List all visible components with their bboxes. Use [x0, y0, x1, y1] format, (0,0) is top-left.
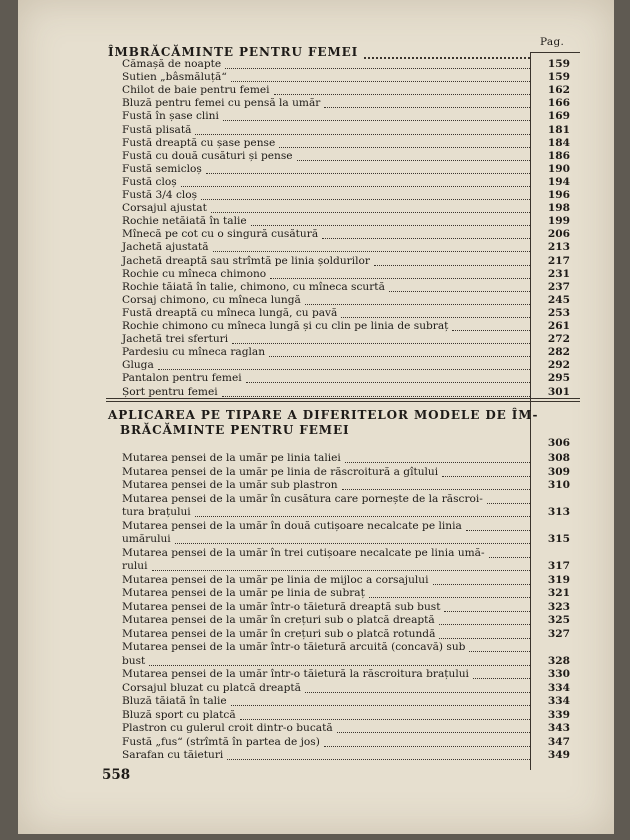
toc-entry-page: 317 — [547, 560, 570, 572]
toc-leader-dots — [149, 664, 530, 666]
toc-leader-dots — [439, 637, 530, 639]
toc-entry-page: 315 — [547, 533, 570, 545]
toc-leader-dots — [433, 583, 530, 585]
toc-entry-page: 310 — [547, 479, 570, 491]
toc-entry-page: 323 — [547, 600, 570, 613]
toc-leader-dots — [158, 368, 530, 370]
toc-leader-dots — [489, 556, 530, 558]
toc-entry-page: 198 — [547, 202, 570, 215]
toc-entry-label: Gluga — [122, 359, 154, 372]
toc-entry-label: Corsaj chimono, cu mîneca lungă — [122, 293, 301, 306]
toc-entry-label: rului — [122, 560, 148, 572]
toc-entry — [18, 668, 614, 681]
toc-entry — [18, 655, 614, 668]
toc-entry — [18, 736, 614, 749]
toc-entry — [18, 695, 614, 708]
toc-entry — [18, 628, 614, 641]
toc-leader-dots — [211, 211, 530, 213]
toc-entry-page: 325 — [547, 614, 570, 626]
toc-entry-label: Mutarea pensei de la umăr într-o tăietură dreaptă sub bust — [122, 600, 441, 613]
toc-leader-dots — [231, 704, 530, 706]
toc-entry-label: Fustă plisată — [122, 123, 192, 136]
toc-entry-page: 319 — [547, 573, 570, 586]
toc-leader-dots — [251, 224, 530, 226]
toc-entry-label: Șort pentru femei — [122, 385, 218, 398]
toc-entry — [18, 255, 614, 268]
toc-entry-page: 194 — [547, 175, 570, 188]
toc-leader-dots — [473, 677, 530, 679]
toc-entry-page: 330 — [547, 668, 570, 680]
section-title-2-line2: BRĂCĂMINTE PENTRU FEMEI — [120, 423, 350, 437]
toc-leader-dots — [175, 542, 530, 544]
toc-entry-label: Mutarea pensei de la umăr în trei cutișoare necalcate pe linia umă- — [122, 546, 485, 559]
toc-entry-page: 282 — [547, 346, 570, 359]
toc-entry-page: 272 — [547, 333, 570, 346]
toc-leader-dots — [297, 159, 530, 161]
section-title-2-line1: APLICAREA PE TIPARE A DIFERITELOR MODELE DE ÎM- — [108, 408, 539, 422]
toc-entry-page: 186 — [547, 149, 570, 162]
toc-entry — [18, 386, 614, 399]
toc-entry-page: 334 — [547, 695, 570, 707]
toc-entry — [18, 560, 614, 573]
toc-leader-dots — [240, 718, 530, 720]
toc-entry — [18, 215, 614, 228]
toc-entry-page: 217 — [547, 254, 570, 267]
section-title-1: ÎMBRĂCĂMINTE PENTRU FEMEI — [108, 45, 359, 59]
toc-entry-label: Bluză tăiată în talie — [122, 695, 227, 707]
toc-entry — [18, 124, 614, 137]
toc-entry — [18, 479, 614, 492]
toc-entry-label: Jachetă trei sferturi — [122, 333, 229, 346]
toc-entry-page: 261 — [547, 320, 570, 332]
pag-column-label: Pag. — [540, 36, 565, 48]
toc-entry-page: 347 — [547, 735, 570, 748]
toc-entry-label: umărului — [122, 533, 171, 545]
toc-leader-dots — [342, 488, 530, 490]
toc-entry-page: 295 — [547, 372, 570, 385]
toc-entry-label: Mutarea pensei de la umăr sub plastron — [122, 479, 338, 491]
toc-leader-dots — [181, 185, 530, 187]
toc-entry-page: 162 — [547, 84, 570, 97]
toc-leader-dots — [324, 106, 530, 108]
toc-entry-page: 231 — [547, 267, 570, 280]
toc-entry-page: 313 — [547, 506, 570, 518]
toc-entry-page: 301 — [547, 385, 570, 398]
toc-entry-page: 213 — [547, 241, 570, 254]
toc-leader-dots — [279, 146, 530, 148]
toc-leader-dots — [231, 80, 530, 82]
toc-entry — [18, 722, 614, 735]
toc-entry-label: Fustă cu două cusături și pense — [122, 149, 293, 162]
toc-entry-page: 245 — [547, 293, 570, 306]
toc-entry-page: 199 — [547, 215, 570, 228]
toc-entry — [18, 547, 614, 560]
toc-leader-dots — [322, 237, 530, 239]
section-divider-top — [106, 398, 580, 399]
toc-entry-label: tura brațului — [122, 506, 191, 518]
toc-entry — [18, 682, 614, 695]
toc-leader-dots — [469, 650, 530, 652]
toc-entry — [18, 241, 614, 254]
toc-leader-dots — [374, 264, 530, 266]
toc-entry-label: Mutarea pensei de la umăr pe linia de răscroitură a gîtului — [122, 465, 439, 478]
toc-entry-page: 166 — [547, 97, 570, 110]
toc-entry-page: 169 — [547, 110, 570, 123]
toc-entry-label: Mutarea pensei de la umăr în cusătura care pornește de la răscroi- — [122, 492, 483, 505]
toc-leader-dots — [195, 133, 530, 135]
toc-entry-page: 339 — [547, 708, 570, 721]
toc-entry — [18, 110, 614, 123]
toc-entry — [18, 506, 614, 519]
toc-leader-dots — [452, 329, 530, 331]
toc-entry-page: 253 — [547, 306, 570, 319]
book-page — [18, 0, 614, 834]
section-divider-bottom — [106, 401, 580, 402]
toc-entry — [18, 58, 614, 71]
toc-entry-label: Bluză pentru femei cu pensă la umăr — [122, 97, 321, 110]
toc-entry — [18, 709, 614, 722]
toc-entry — [18, 163, 614, 176]
toc-entry-label: Pantalon pentru femei — [122, 372, 242, 385]
toc-entry — [18, 533, 614, 546]
toc-leader-dots — [439, 623, 530, 625]
toc-entry — [18, 150, 614, 163]
toc-entry-label: Mutarea pensei de la umăr în două cutișoare necalcate pe linia — [122, 519, 462, 532]
toc-leader-dots — [444, 610, 530, 612]
toc-entry-label: Fustă 3/4 cloș — [122, 189, 198, 201]
toc-entry-label: Plastron cu gulerul croit dintr-o bucată — [122, 722, 333, 734]
toc-leader-dots — [305, 691, 530, 693]
toc-entry — [18, 372, 614, 385]
pag-underline — [530, 52, 580, 53]
toc-leader-dots — [324, 745, 530, 747]
toc-entry-label: Sarafan cu tăieturi — [122, 749, 224, 761]
toc-leader-dots — [225, 67, 530, 69]
toc-entry — [18, 320, 614, 333]
toc-entry-label: Rochie netăiată în talie — [122, 215, 247, 228]
toc-entry-page: 349 — [547, 749, 570, 761]
toc-entry-label: Rochie chimono cu mîneca lungă și cu clin pe linia de subraț — [122, 320, 449, 332]
toc-entry — [18, 268, 614, 281]
toc-leader-dots — [442, 475, 530, 477]
toc-entry — [18, 294, 614, 307]
toc-entry — [18, 614, 614, 627]
toc-entry-page: 334 — [547, 681, 570, 694]
toc-leader-dots — [389, 290, 530, 292]
toc-entry-page: 184 — [547, 136, 570, 149]
toc-entry-label: Jachetă dreaptă sau strîmtă pe linia șoldurilor — [122, 254, 370, 267]
toc-entry-label: Jachetă ajustată — [122, 241, 209, 254]
toc-entry-label: Mutarea pensei de la umăr pe linia de subraț — [122, 587, 365, 599]
toc-entry-page: 159 — [547, 71, 570, 84]
toc-entry — [18, 641, 614, 654]
toc-entry-label: Mutarea pensei de la umăr pe linia taliei — [122, 452, 341, 464]
toc-entry-label: Mînecă pe cot cu o singură cusătură — [122, 228, 319, 241]
toc-entry-label: Mutarea pensei de la umăr în crețuri sub o platcă dreaptă — [122, 614, 435, 626]
toc-entry — [18, 359, 614, 372]
toc-entry-label: Rochie tăiată în talie, chimono, cu mîneca scurtă — [122, 280, 385, 293]
toc-entry — [18, 97, 614, 110]
toc-leader-dots — [222, 395, 530, 397]
toc-entry-label: Chilot de baie pentru femei — [122, 84, 270, 97]
toc-entry-label: Fustă în șase clini — [122, 110, 219, 123]
toc-entry-label: Fustă semicloș — [122, 162, 202, 175]
toc-entry-label: Fustă dreaptă cu șase pense — [122, 136, 276, 149]
toc-entry-label: bust — [122, 654, 146, 667]
toc-entry — [18, 307, 614, 320]
toc-entry — [18, 587, 614, 600]
toc-entry-page: 196 — [547, 189, 570, 201]
toc-entry — [18, 601, 614, 614]
toc-entry — [18, 749, 614, 762]
toc-leader-dots — [232, 342, 530, 344]
toc-entry — [18, 202, 614, 215]
toc-entry-label: Mutarea pensei de la umăr într-o tăietură arcuită (concavă) sub — [122, 641, 466, 653]
toc-leader-dots — [341, 316, 530, 318]
toc-entry — [18, 84, 614, 97]
toc-entry-page: 321 — [547, 587, 570, 599]
toc-leader-dots — [201, 198, 530, 200]
toc-entry — [18, 493, 614, 506]
toc-entry — [18, 137, 614, 150]
toc-entry-label: Mutarea pensei de la umăr într-o tăietură la răscroitura brațului — [122, 668, 469, 680]
page-number: 558 — [102, 767, 131, 783]
toc-entry — [18, 176, 614, 189]
toc-entry — [18, 466, 614, 479]
toc-leader-dots — [345, 461, 530, 463]
toc-leader-dots — [213, 250, 530, 252]
toc-entry-label: Mutarea pensei de la umăr în crețuri sub o platcă rotundă — [122, 627, 436, 640]
toc-leader-dots — [466, 529, 530, 531]
toc-entry-label: Rochie cu mîneca chimono — [122, 267, 267, 280]
toc-entry-page: 308 — [547, 452, 570, 464]
toc-entry — [18, 574, 614, 587]
toc-entry-page: 327 — [547, 627, 570, 640]
toc-entry-label: Bluză sport cu platcă — [122, 708, 236, 721]
toc-entry-page: 190 — [547, 162, 570, 175]
toc-entry-page: 181 — [547, 123, 570, 136]
toc-entry-page: 237 — [547, 280, 570, 293]
toc-entry-label: Cămașă de noapte — [122, 58, 222, 70]
toc-entry — [18, 346, 614, 359]
toc-leader-dots — [369, 596, 530, 598]
toc-entry-page: 343 — [547, 722, 570, 734]
toc-entry — [18, 228, 614, 241]
toc-leader-dots — [152, 569, 530, 571]
toc-entry-label: Corsajul ajustat — [122, 202, 207, 215]
toc-entry — [18, 333, 614, 346]
toc-entry-label: Corsajul bluzat cu platcă dreaptă — [122, 681, 301, 694]
toc-leader-dots — [223, 119, 530, 121]
toc-entry-page: 292 — [547, 359, 570, 372]
toc-leader-dots — [270, 277, 530, 279]
toc-leader-dots — [195, 515, 530, 517]
toc-leader-dots — [269, 355, 530, 357]
toc-entry-label: Sutien „bâsmăluță“ — [122, 71, 227, 84]
toc-entry-page: 309 — [547, 465, 570, 478]
toc-leader-dots — [337, 731, 530, 733]
toc-entry-label: Pardesiu cu mîneca raglan — [122, 346, 266, 359]
toc-entry-label: Mutarea pensei de la umăr pe linia de mijloc a corsajului — [122, 573, 429, 586]
toc-leader-dots — [274, 93, 530, 95]
section-title-2 — [108, 408, 538, 438]
toc-entry — [18, 520, 614, 533]
toc-entry — [18, 189, 614, 202]
toc-leader-dots — [206, 172, 530, 174]
toc-entry — [18, 452, 614, 465]
toc-entry-page: 159 — [547, 58, 570, 70]
toc-entry-page: 206 — [547, 228, 570, 241]
toc-entry — [18, 71, 614, 84]
toc-leader-dots — [246, 381, 530, 383]
toc-entry-page: 328 — [547, 654, 570, 667]
toc-leader-dots — [227, 758, 530, 760]
toc-entry — [18, 281, 614, 294]
toc-entry-label: Fustă dreaptă cu mîneca lungă, cu pavă — [122, 306, 338, 319]
toc-leader-dots — [305, 303, 530, 305]
section-title-2-page: 306 — [547, 437, 570, 449]
toc-leader-dots — [487, 502, 530, 504]
toc-entry-label: Fustă cloș — [122, 175, 177, 188]
toc-entry-label: Fustă „fus“ (strîmtă în partea de jos) — [122, 735, 320, 748]
